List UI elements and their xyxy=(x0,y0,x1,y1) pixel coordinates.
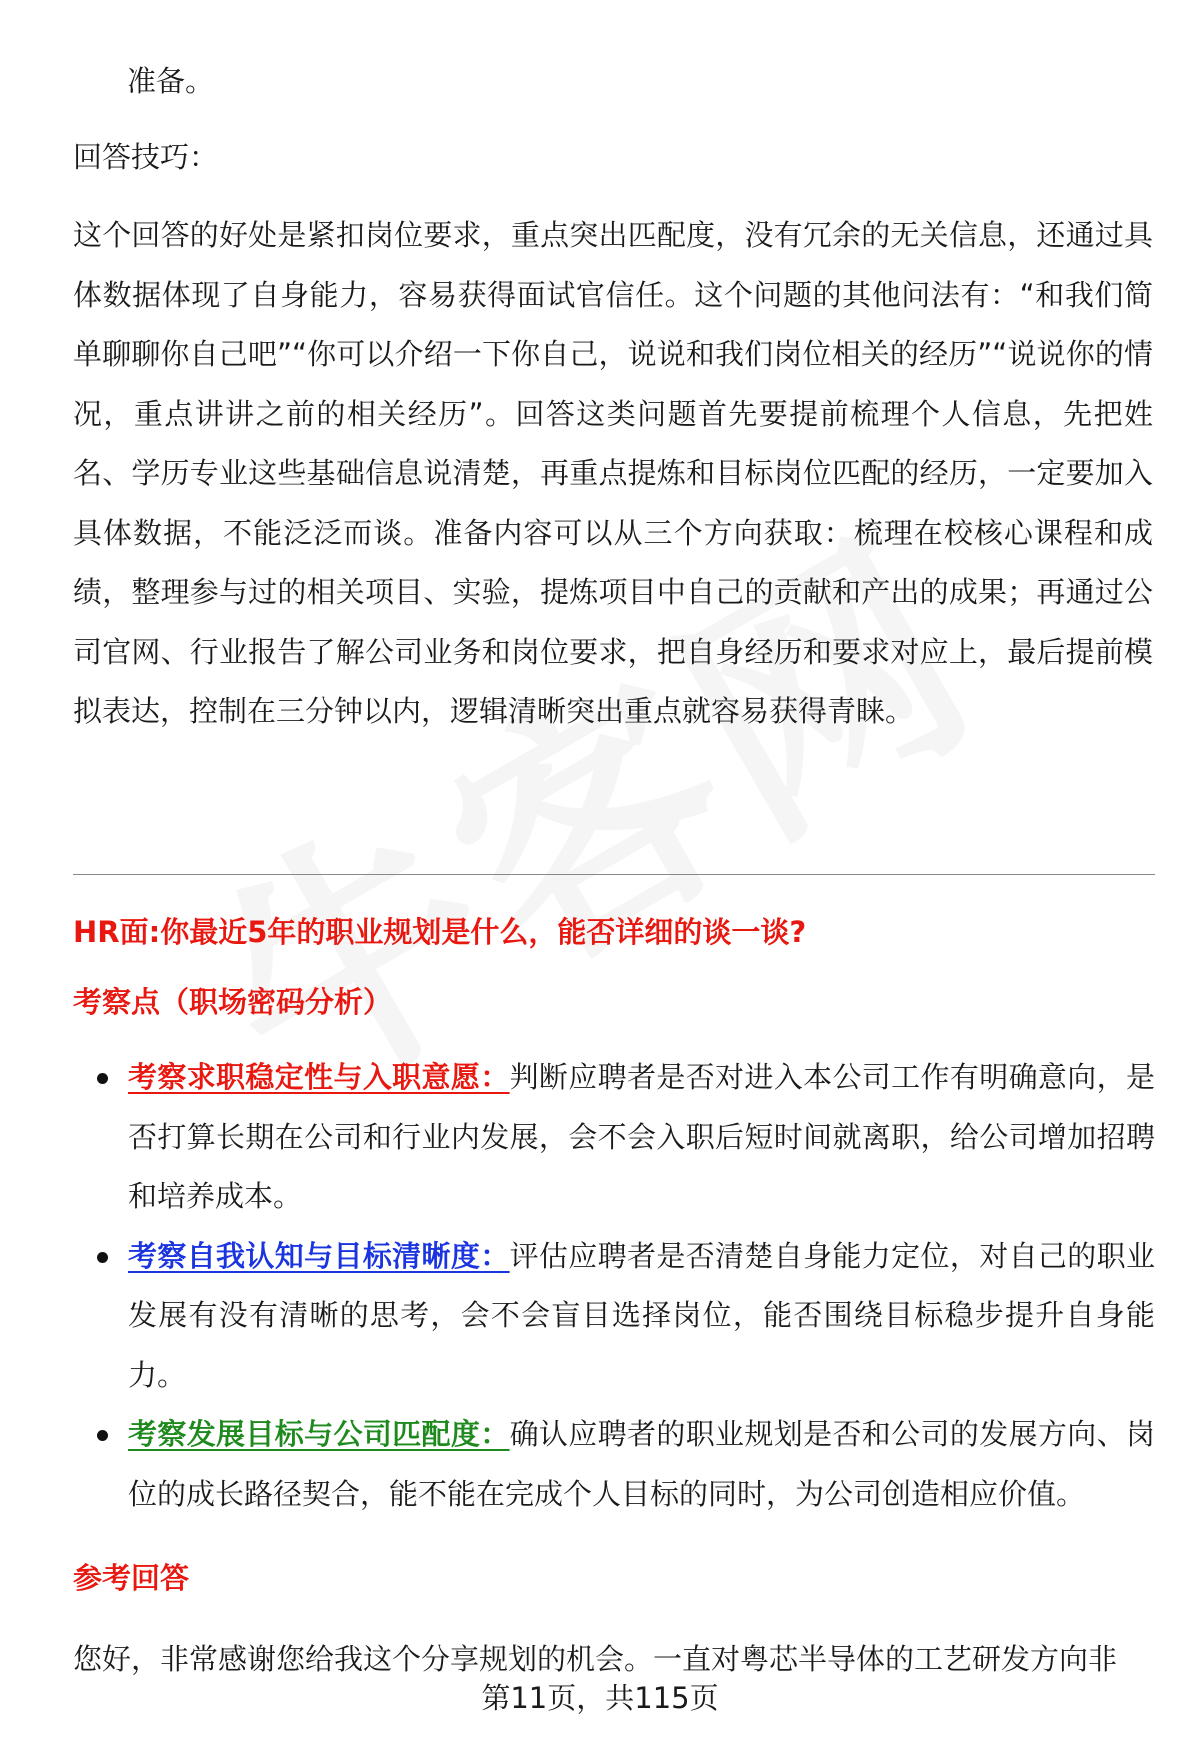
examine-point-2-lead: 考察自我认知与目标清晰度： xyxy=(128,1238,510,1273)
bullet-dot-icon xyxy=(97,1073,108,1084)
intro-tail-text: 准备。 xyxy=(127,64,215,98)
question-heading: HR面:你最近5年的职业规划是什么，能否详细的谈一谈? xyxy=(73,915,807,949)
bullet-dot-icon xyxy=(97,1252,108,1263)
examine-points-list xyxy=(73,1048,1155,1524)
tip-label: 回答技巧： xyxy=(73,140,219,174)
examine-point-3 xyxy=(73,1405,1155,1524)
examine-point-3-text: 确认应聘者的职业规划是否和公司的发展方向、岗位的成长路径契合，能不能在完成个人目标的同时，为公司创造相应价值。 xyxy=(128,1417,1155,1511)
examine-point-1 xyxy=(73,1048,1155,1227)
reference-answer-heading: 参考回答 xyxy=(73,1561,190,1595)
bullet-dot-icon xyxy=(97,1430,108,1441)
examine-point-3-lead: 考察发展目标与公司匹配度： xyxy=(128,1417,510,1451)
examine-point-2-text: 评估应聘者是否清楚自身能力定位，对自己的职业发展有没有清晰的思考，会不会盲目选择岗位，能否围绕目标稳步提升自身能力。 xyxy=(128,1238,1155,1392)
answer-first-line: 您好，非常感谢您给我这个分享规划的机会。一直对粤芯半导体的工艺研发方向非 xyxy=(73,1642,1118,1676)
examine-points-heading: 考察点（职场密码分析） xyxy=(73,985,393,1019)
examine-point-1-lead: 考察求职稳定性与入职意愿： xyxy=(128,1060,510,1094)
examine-point-1-text: 判断应聘者是否对进入本公司工作有明确意向，是否打算长期在公司和行业内发展，会不会入职后短时间就离职，给公司增加招聘和培养成本。 xyxy=(128,1060,1155,1213)
examine-point-2 xyxy=(73,1227,1155,1406)
page-number-footer: 第11页，共115页 xyxy=(481,1681,719,1715)
tip-body-paragraph: 这个回答的好处是紧扣岗位要求，重点突出匹配度，没有冗余的无关信息，还通过具体数据体现了自身能力，容易获得面试官信任。这个问题的其他问法有：“和我们简单聊聊你自己吧”“你可以介绍一下你自己，说说和我们岗位相关的经历”“说说你的情况，重点讲讲之前的相关经历”。回答这类问题首先要提前梳理个人信息，先把姓名、学历专业这些基础信息说清楚，再重点提炼和目标岗位匹配的经历，一定要加入具体数据，不能泛泛而谈。准备内容可以从三个方向获取：梳理在校核心课程和成绩，整理参与过的相关项目、实验，提炼项目中自己的贡献和产出的成果；再通过公司官网、行业报告了解公司业务和岗位要求，把自身经历和要求对应上，最后提前模拟表达，控制在三分钟以内，逻辑清晰突出重点就容易获得青睐。 xyxy=(73,218,1153,728)
section-divider xyxy=(73,874,1155,875)
